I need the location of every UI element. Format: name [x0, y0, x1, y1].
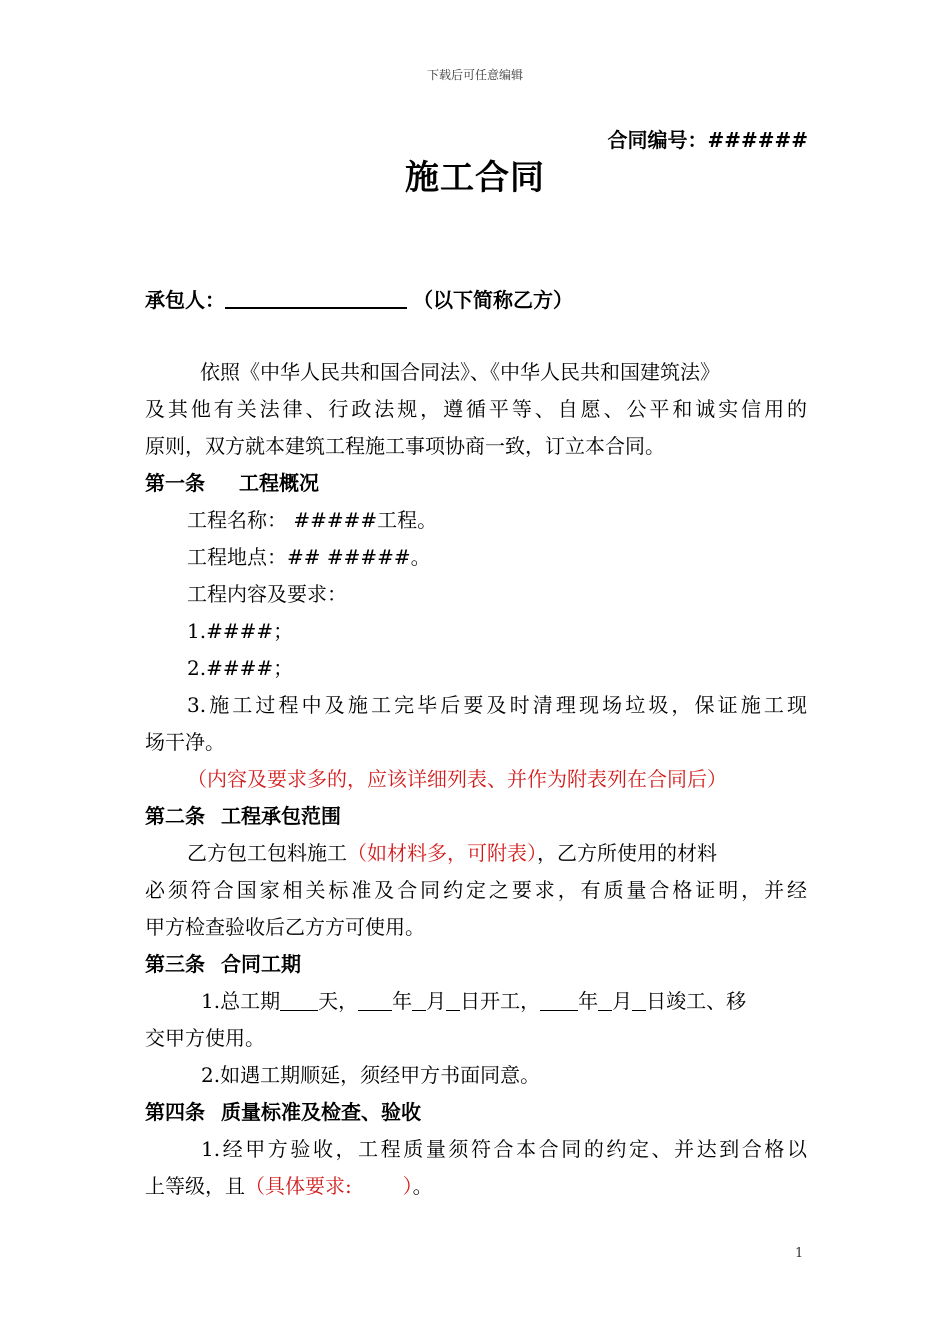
article-3-p2: 2.如遇工期顺延，须经甲方书面同意。	[201, 1063, 541, 1087]
article-1-note: （内容及要求多的，应该详细列表、并作为附表列在合同后）	[187, 767, 727, 791]
article-1-heading	[145, 465, 807, 502]
article-2-note: （如材料多，可附表）	[347, 841, 537, 865]
project-item-3-line-2: 场干净。	[145, 730, 225, 754]
article-2-text-b: ，乙方所使用的材料	[537, 841, 717, 865]
article-4-num: 第四条	[145, 1100, 205, 1124]
intro-line-3: 原则，双方就本建筑工程施工事项协商一致，订立本合同。	[145, 434, 665, 458]
article-2-text-a: 乙方包工包料施工	[187, 841, 347, 865]
end-day-blank	[632, 992, 646, 1011]
page-number: 1	[795, 1246, 804, 1261]
article-4-text-b: 。	[412, 1174, 433, 1198]
article-4-p1-line-1: 1.经甲方验收，工程质量须符合本合同的约定、并达到合格以	[201, 1137, 807, 1161]
article-4-text-a: 上等级，且	[145, 1174, 245, 1198]
article-1-num: 第一条	[145, 471, 205, 495]
article-3-p1-line-1	[145, 983, 807, 1020]
contractor-blank	[225, 285, 407, 309]
end-month-label: 月	[612, 989, 633, 1013]
article-2-num: 第二条	[145, 804, 205, 828]
intro-line-1: 依照《中华人民共和国合同法》、《中华人民共和国建筑法》	[200, 360, 720, 384]
article-2-heading	[145, 798, 807, 835]
intro-line-2: 及其他有关法律、行政法规，遵循平等、自愿、公平和诚实信用的	[145, 397, 807, 421]
project-content-label: 工程内容及要求：	[187, 582, 347, 606]
project-location: 工程地点：## #####。	[187, 545, 431, 569]
start-day-label: 日开工，	[460, 989, 541, 1013]
article-3-title: 合同工期	[221, 952, 301, 976]
end-year-label: 年	[578, 989, 599, 1013]
article-4-note: （具体要求: ）	[245, 1174, 413, 1198]
page-title: 施工合同	[405, 158, 545, 198]
article-4-p1-line-2	[145, 1168, 807, 1205]
project-name: 工程名称： #####工程。	[187, 508, 438, 532]
article-1-title: 工程概况	[239, 471, 319, 495]
start-day-blank	[446, 992, 460, 1011]
article-4-heading	[145, 1094, 807, 1131]
contractor-line	[145, 284, 573, 313]
article-2-title: 工程承包范围	[221, 804, 341, 828]
project-item-1: 1.####；	[187, 619, 294, 643]
contract-number: 合同编号：######	[607, 128, 808, 152]
header-note: 下载后可任意编辑	[426, 68, 523, 82]
article-2-line-3: 甲方检查验收后乙方方可使用。	[145, 915, 425, 939]
duration-blank	[280, 992, 318, 1011]
contract-body	[145, 354, 807, 1205]
article-4-title: 质量标准及检查、验收	[221, 1100, 421, 1124]
article-3-num: 第三条	[145, 952, 205, 976]
duration-unit: 天，	[318, 989, 359, 1013]
project-item-2: 2.####；	[187, 656, 294, 680]
duration-label: 1.总工期	[201, 989, 281, 1013]
article-3-heading	[145, 946, 807, 983]
end-month-blank	[598, 992, 612, 1011]
project-item-3-line-1: 3.施工过程中及施工完毕后要及时清理现场垃圾，保证施工现	[187, 693, 807, 717]
contractor-suffix: （以下简称乙方）	[413, 288, 573, 312]
start-year-label: 年	[392, 989, 413, 1013]
start-month-blank	[412, 992, 426, 1011]
end-year-blank	[540, 992, 578, 1011]
end-day-label: 日竣工、移	[646, 989, 747, 1013]
article-3-p1-line-2: 交甲方使用。	[145, 1026, 265, 1050]
start-year-blank	[358, 992, 392, 1011]
start-month-label: 月	[426, 989, 447, 1013]
contractor-label: 承包人：	[145, 288, 225, 312]
article-2-line-1	[145, 835, 807, 872]
article-2-line-2: 必须符合国家相关标准及合同约定之要求，有质量合格证明，并经	[145, 878, 807, 902]
